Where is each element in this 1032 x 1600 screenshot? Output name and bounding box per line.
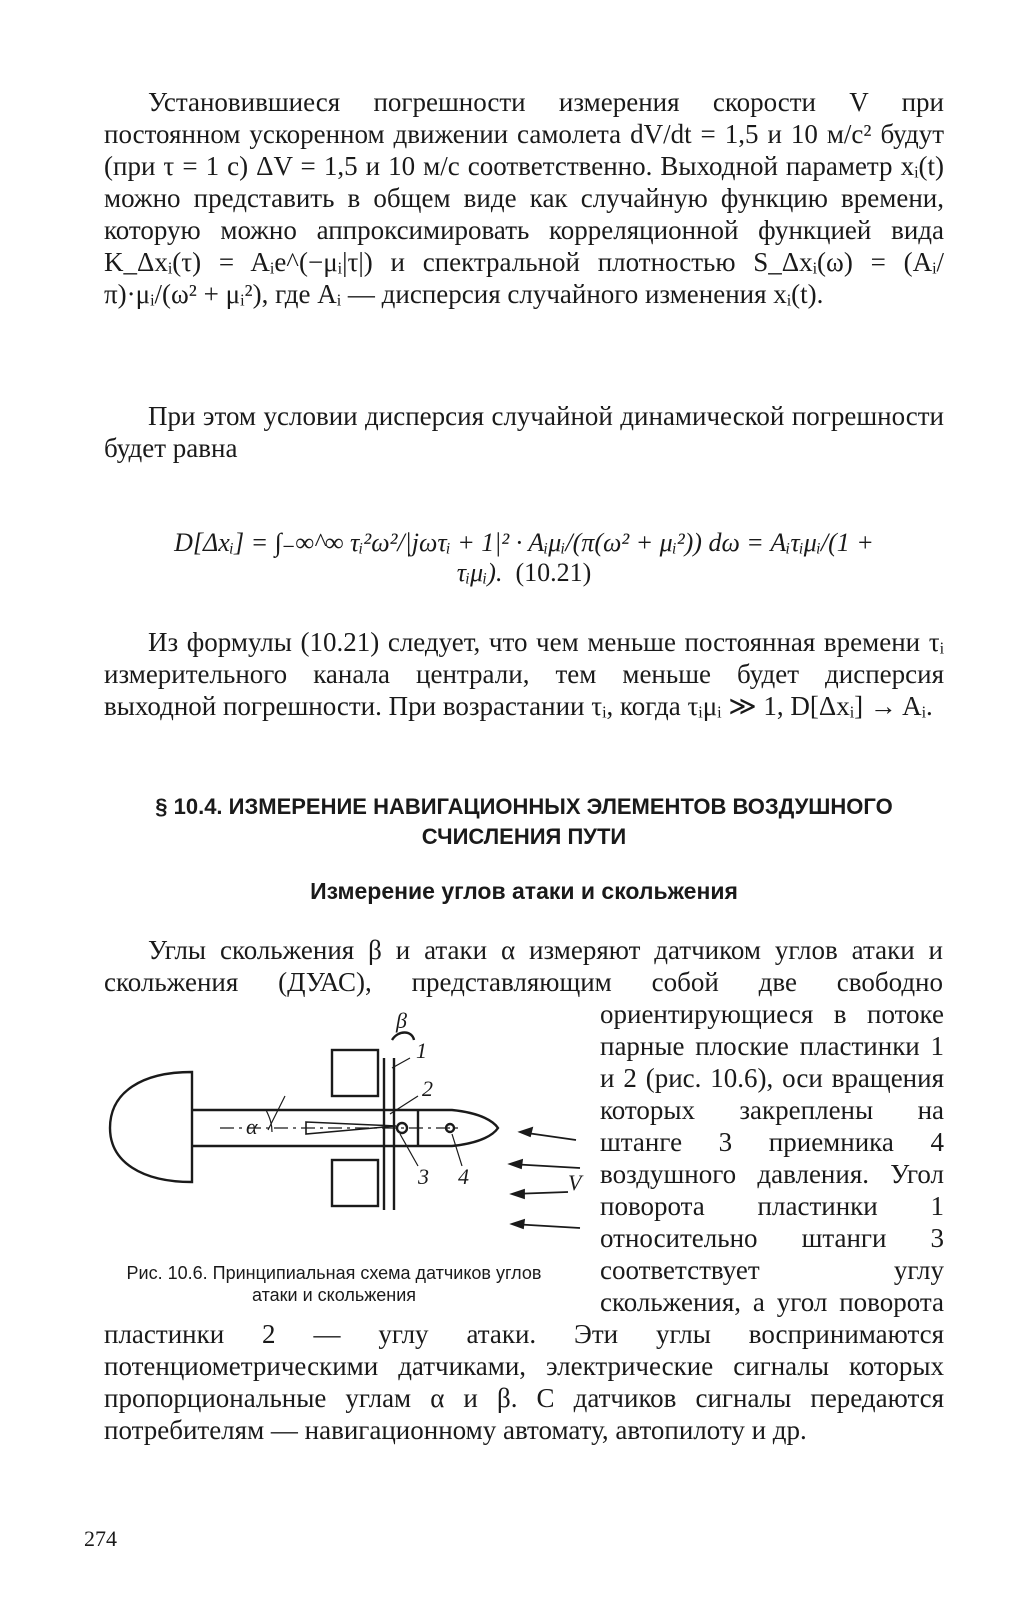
label-rod-3: 3 bbox=[418, 1164, 429, 1189]
formula-number: (10.21) bbox=[515, 558, 592, 587]
paragraph-velocity-error: Установившиеся погрешности измерения скорости V при постоянном ускоренном движении самолета dV/dt = 1,5 и 10 м/с² будут (при τ = 1 с) ΔV = 1,5 и 10 м/с соответственно. Выходной параметр xᵢ(t) можно представить в общем виде как случайную функцию времени, которую можно аппроксимировать корреляционной функцией вида K_Δxᵢ(τ) = Aᵢe^(−μᵢ|τ|) и спектральной плотностью S_Δxᵢ(ω) = (Aᵢ/π)·μᵢ/(ω² + μᵢ²), где Aᵢ — дисперсия случайного изменения xᵢ(t). bbox=[104, 87, 944, 309]
leader-3 bbox=[400, 1134, 418, 1166]
fuselage-nose bbox=[110, 1072, 192, 1182]
label-beta: β bbox=[396, 1010, 407, 1033]
subsection-heading: Измерение углов атаки и скольжения bbox=[310, 878, 738, 904]
paragraph-formula-conclusion: Из формулы (10.21) следует, что чем меньше постоянная времени τᵢ измерительного канала централи, тем меньше будет дисперсия выходной погрешности. При возрастании τᵢ, когда τᵢμᵢ ≫ 1, D[Δxᵢ] → Aᵢ. bbox=[104, 627, 944, 721]
alpha-line bbox=[268, 1096, 285, 1130]
figure-duas-schematic bbox=[100, 1010, 590, 1250]
label-receiver-4: 4 bbox=[458, 1164, 469, 1189]
label-plate-2: 2 bbox=[422, 1076, 433, 1101]
label-plate-1: 1 bbox=[416, 1038, 427, 1063]
formula-body: D[Δxᵢ] = ∫₋∞^∞ τᵢ²ω²/|jωτᵢ + 1|² · Aᵢμᵢ/(π(ω² + μᵢ²)) dω = Aᵢτᵢμᵢ/(1 + τᵢμᵢ). bbox=[174, 528, 874, 587]
plate-1-upper bbox=[332, 1050, 378, 1096]
label-alpha: α bbox=[246, 1114, 258, 1139]
page-number: 274 bbox=[84, 1526, 117, 1551]
plate-1-lower bbox=[332, 1160, 378, 1206]
section-heading: § 10.4. ИЗМЕРЕНИЕ НАВИГАЦИОННЫХ ЭЛЕМЕНТОВ ВОЗДУШНОГО СЧИСЛЕНИЯ ПУТИ bbox=[155, 794, 893, 849]
formula-10-21 bbox=[104, 528, 944, 588]
paragraph-duas-description: Углы скольжения β и атаки α измеряют датчиком углов атаки и скольжения (ДУАС), представляющим собой две свободно ориентирующиеся в потоке парные плоские пластинки 1 и 2 (рис. 10.6), оси вращения которых закреплены на штанге 3 приемника 4 воздушного давления. Угол поворота пластинки 1 относительно штанги 3 соответствует углу скольжения, а угол поворота пластинки 2 — углу атаки. Эти углы воспринимаются потенциометрическими датчиками, электрические сигналы которых пропорциональные углам α и β. С датчиков сигналы передаются потребителям — навигационному автомату, автопилоту и др. bbox=[104, 935, 944, 1445]
leader-4 bbox=[452, 1134, 462, 1166]
paragraph-variance-intro: При этом условии дисперсия случайной динамической погрешности будет равна bbox=[104, 401, 944, 463]
beta-arc bbox=[392, 1033, 414, 1041]
label-velocity: V bbox=[568, 1170, 582, 1195]
figure-caption: Рис. 10.6. Принципиальная схема датчиков углов атаки и скольжения bbox=[126, 1263, 542, 1305]
